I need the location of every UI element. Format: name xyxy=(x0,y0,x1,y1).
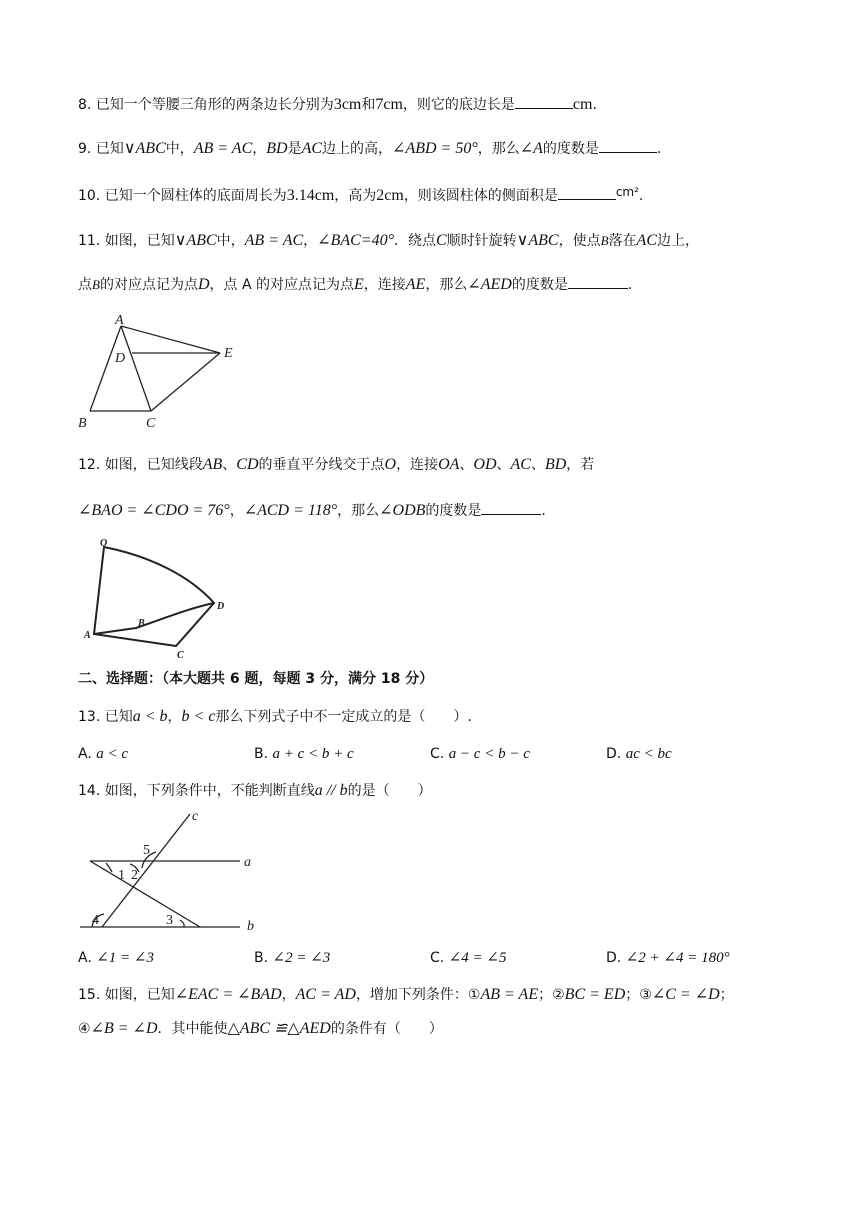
answer-blank[interactable] xyxy=(568,287,628,289)
segment-ae xyxy=(121,326,220,353)
label-d: D xyxy=(217,601,225,612)
q14-option-b[interactable]: B. ∠2 = ∠3 xyxy=(254,950,331,966)
question-13: 13. 已知a < b，b < c那么下列式子中不一定成立的是（ ）. xyxy=(78,708,472,725)
label-a: A xyxy=(115,313,124,328)
question-8: 8. 已知一个等腰三角形的两条边长分别为3cm和7cm，则它的底边长是 cm. xyxy=(78,96,597,113)
question-number: 8. xyxy=(78,97,92,113)
label-c: C xyxy=(177,650,184,661)
question-12-line-2: ∠BAO = ∠CDO = 76°，∠ACD = 118°，那么∠ODB的度数是 . xyxy=(78,502,546,519)
question-11-line-2: 点B的对应点记为点D，点 A 的对应点记为点E，连接AE，那么∠AED的度数是 . xyxy=(78,276,633,293)
question-9: 9. 已知∨ABC中，AB = AC，BD是AC边上的高，∠ABD = 50°，那么∠A的度数是 . xyxy=(78,140,662,157)
question-14: 14. 如图，下列条件中，不能判断直线a // b的是（ ） xyxy=(78,782,432,799)
label-b: b xyxy=(247,919,254,934)
label-1: 1 xyxy=(118,868,125,883)
q13-option-c[interactable]: C. a − c < b − c xyxy=(430,746,530,762)
question-15-line-2: ④∠B = ∠D．其中能使△ABC ≌△AED的条件有（ ） xyxy=(78,1020,443,1037)
section-heading: 二、选择题：（本大题共 6 题，每题 3 分，满分 18 分） xyxy=(78,671,434,687)
segment-cd xyxy=(176,603,214,646)
label-c: c xyxy=(192,809,199,824)
label-a: a xyxy=(244,855,251,870)
segment-abd xyxy=(94,603,214,634)
arc-3 xyxy=(180,920,184,927)
q14-option-c[interactable]: C. ∠4 = ∠5 xyxy=(430,950,507,966)
line-c xyxy=(102,814,190,927)
label-o: O xyxy=(100,538,108,549)
question-10: 10. 已知一个圆柱体的底面周长为3.14cm，高为2cm，则该圆柱体的侧面积是 cm². xyxy=(78,185,644,204)
figure-q11 xyxy=(74,310,254,435)
label-d: D xyxy=(115,351,126,366)
figure-q12 xyxy=(80,536,240,664)
q13-option-a[interactable]: A. a < c xyxy=(78,746,129,762)
label-5: 5 xyxy=(143,843,150,858)
label-2: 2 xyxy=(131,868,138,883)
label-3: 3 xyxy=(166,913,173,928)
q13-option-b[interactable]: B. a + c < b + c xyxy=(254,746,354,762)
segment-oa xyxy=(94,547,104,634)
label-a: A xyxy=(84,630,91,641)
segment-ac xyxy=(94,634,176,646)
answer-blank[interactable] xyxy=(515,107,573,109)
segment-ab xyxy=(90,326,121,411)
question-12-line-1: 12. 如图，已知线段AB、CD的垂直平分线交于点O，连接OA、OD、AC、BD，若 xyxy=(78,456,595,473)
question-15-line-1: 15. 如图，已知∠EAC = ∠BAD，AC = AD，增加下列条件：①AB = AE；②BC = ED；③∠C = ∠D； xyxy=(78,986,734,1003)
segment-ac xyxy=(121,326,151,411)
segment-od xyxy=(104,547,214,603)
question-11-line-1: 11. 如图，已知∨ABC中，AB = AC，∠BAC=40°．绕点C顺时针旋转∨ABC，使点B落在AC边上， xyxy=(78,232,699,249)
figure-q14 xyxy=(76,806,276,936)
q14-option-a[interactable]: A. ∠1 = ∠3 xyxy=(78,950,154,966)
q13-option-d[interactable]: D. ac < bc xyxy=(606,746,672,762)
label-4: 4 xyxy=(92,913,99,928)
label-b: B xyxy=(138,618,145,629)
q14-option-d[interactable]: D. ∠2 + ∠4 = 180° xyxy=(606,950,730,966)
answer-blank[interactable] xyxy=(558,198,616,200)
segment-ec xyxy=(151,353,220,411)
label-e: E xyxy=(224,346,233,361)
label-c: C xyxy=(146,416,156,431)
label-b: B xyxy=(78,416,87,431)
answer-blank[interactable] xyxy=(599,151,657,153)
answer-blank[interactable] xyxy=(481,513,541,515)
